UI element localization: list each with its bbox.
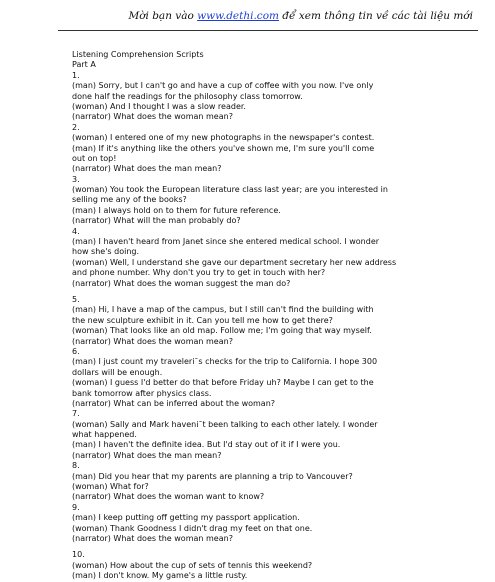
header-suffix: để xem thông tin về các tài liệu mới [278, 10, 473, 22]
script-line: (woman) Thank Goodness I didn't drag my feet on that one. [72, 523, 313, 533]
script-line: (woman) Sally and Mark haveni¯t been talking to each other lately. I wonder [72, 419, 378, 429]
script-line: (narrator) What can be inferred about the woman? [72, 398, 276, 408]
page-header [0, 10, 495, 22]
script-line: out on top! [72, 153, 117, 163]
script-line: (man) I keep putting off getting my passport application. [72, 513, 300, 523]
question-number: 9. [72, 502, 80, 512]
script-line: (man) I always hold on to them for future reference. [72, 205, 281, 215]
question-number: 1. [72, 70, 80, 80]
script-line: (woman) What for? [72, 482, 149, 492]
question-number: 3. [72, 174, 80, 184]
script-line: (man) I haven't heard from Janet since she entered medical school. I wonder [72, 237, 380, 247]
script-line: and phone number. Why don't you try to get in touch with her? [72, 268, 326, 278]
header-banner [128, 10, 473, 22]
script-line: (man) If it's anything like the others you've shown me, I'm sure you'll come [72, 143, 375, 153]
header-divider [58, 30, 478, 31]
question-number: 4. [72, 226, 80, 236]
question-number: 2. [72, 122, 80, 132]
script-line: dollars will be enough. [72, 367, 163, 377]
script-line: (man) Sorry, but I can't go and have a cup of coffee with you now. I've only [72, 81, 374, 91]
script-line: (man) I haven't the definite idea. But I'd stay out of it if I were you. [72, 440, 341, 450]
document-body [72, 50, 482, 582]
question-number: 7. [72, 409, 80, 419]
script-line: (narrator) What does the woman suggest the man do? [72, 278, 291, 288]
script-line: (woman) Well, I understand she gave our department secretary her new address [72, 257, 397, 267]
script-line: (woman) That looks like an old map. Follow me; I'm going that way myself. [72, 326, 372, 336]
question-number: 6. [72, 346, 80, 356]
script-line: (narrator) What does the woman mean? [72, 336, 233, 346]
script-line: (woman) I guess I'd better do that before Friday uh? Maybe I can get to the [72, 378, 374, 388]
script-line: (man) Hi, I have a map of the campus, but I still can't find the building with [72, 305, 374, 315]
script-line: (narrator) What does the woman want to know? [72, 492, 265, 502]
script-line: (narrator) What does the woman mean? [72, 533, 233, 543]
script-line: (woman) And I thought I was a slow reader. [72, 101, 246, 111]
script-line: selling me any of the books? [72, 195, 187, 205]
question-number: 10. [72, 550, 85, 560]
question-number: 5. [72, 294, 80, 304]
script-line: what happened. [72, 430, 137, 440]
script-line: bank tomorrow after physics class. [72, 388, 212, 398]
header-prefix: Mời bạn vào [128, 10, 198, 22]
script-line: (woman) I entered one of my new photographs in the newspaper's contest. [72, 133, 375, 143]
script-line: (man) Did you hear that my parents are planning a trip to Vancouver? [72, 471, 353, 481]
script-lines [72, 71, 482, 582]
script-line: done half the readings for the philosophy class tomorrow. [72, 91, 303, 101]
script-line: (man) I just count my traveleri¯s checks for the trip to California. I hope 300 [72, 357, 378, 367]
script-line: (woman) How about the cup of sets of tennis this weekend? [72, 560, 313, 570]
script-line: the new sculpture exhibit in it. Can you tell me how to get there? [72, 315, 333, 325]
website-link[interactable]: www.dethi.com [197, 10, 279, 22]
script-line: (narrator) What does the man mean? [72, 450, 222, 460]
question-number: 8. [72, 461, 80, 471]
part-label: Part A [72, 60, 96, 70]
script-line: (woman) You took the European literature class last year; are you interested in [72, 185, 388, 195]
script-line: (narrator) What will the man probably do? [72, 216, 241, 226]
document-title: Listening Comprehension Scripts [72, 50, 204, 59]
script-line: (narrator) What does the man mean? [72, 164, 222, 174]
script-line: how she's doing. [72, 247, 140, 257]
script-line: (man) I don't know. My game's a little rusty. [72, 571, 248, 581]
script-line: (narrator) What does the woman mean? [72, 112, 233, 122]
